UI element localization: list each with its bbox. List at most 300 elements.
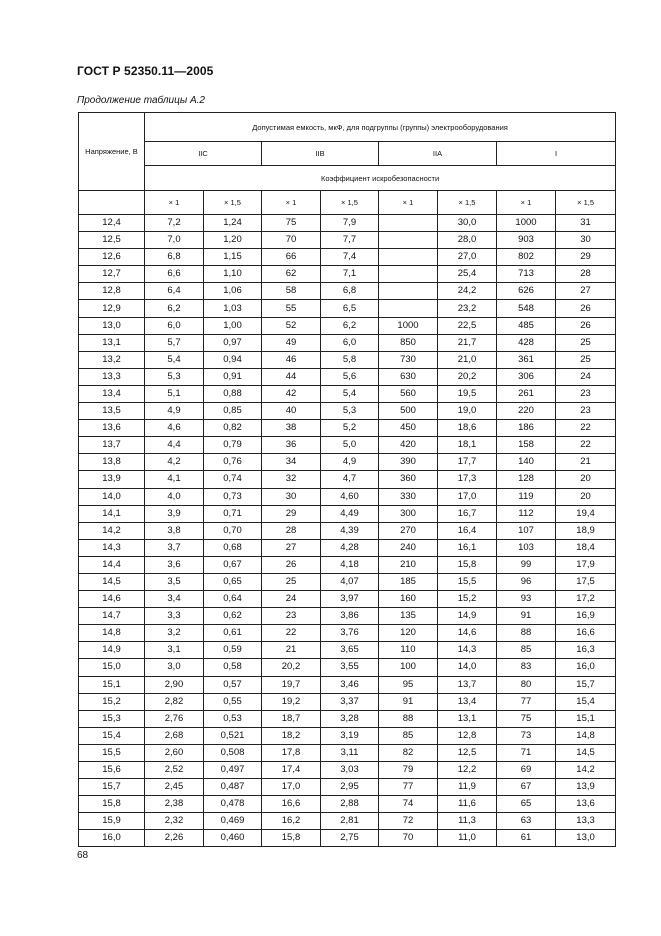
capacitance-cell: 2,38 xyxy=(145,796,204,813)
capacitance-cell: 75 xyxy=(497,710,556,727)
voltage-cell: 14,5 xyxy=(79,573,145,590)
capacitance-cell: 240 xyxy=(379,539,438,556)
voltage-cell: 13,5 xyxy=(79,403,145,420)
capacitance-cell: 16,0 xyxy=(556,659,616,676)
capacitance-cell: 4,9 xyxy=(321,454,379,471)
capacitance-cell: 58 xyxy=(262,283,321,300)
capacitance-cell: 2,68 xyxy=(145,727,204,744)
capacitance-cell: 3,7 xyxy=(145,539,204,556)
table-row xyxy=(79,249,616,266)
capacitance-cell: 4,07 xyxy=(321,573,379,590)
capacitance-cell: 99 xyxy=(497,556,556,573)
capacitance-cell: 28,0 xyxy=(438,232,497,249)
capacitance-cell: 18,2 xyxy=(262,727,321,744)
capacitance-cell: 15,8 xyxy=(262,830,321,847)
capacitance-cell: 13,0 xyxy=(556,830,616,847)
table-row xyxy=(79,762,616,779)
capacitance-cell: 16,9 xyxy=(556,608,616,625)
capacitance-cell: 4,7 xyxy=(321,471,379,488)
table-row xyxy=(79,368,616,385)
table-row xyxy=(79,454,616,471)
voltage-cell: 13,6 xyxy=(79,420,145,437)
capacitance-cell: 5,1 xyxy=(145,385,204,402)
capacitance-cell: 0,521 xyxy=(204,727,262,744)
capacitance-cell: 93 xyxy=(497,591,556,608)
group-header-iic: IIC xyxy=(145,142,262,166)
capacitance-cell: 17,9 xyxy=(556,556,616,573)
capacitance-cell: 27 xyxy=(556,283,616,300)
voltage-cell: 14,2 xyxy=(79,522,145,539)
voltage-cell: 14,7 xyxy=(79,608,145,625)
voltage-cell: 12,5 xyxy=(79,232,145,249)
table-row xyxy=(79,334,616,351)
group-header-iia: IIA xyxy=(379,142,497,166)
capacitance-cell: 160 xyxy=(379,591,438,608)
capacitance-cell: 15,8 xyxy=(438,556,497,573)
capacitance-cell: 3,76 xyxy=(321,625,379,642)
voltage-cell: 13,1 xyxy=(79,334,145,351)
capacitance-cell: 3,6 xyxy=(145,556,204,573)
capacitance-cell: 3,03 xyxy=(321,762,379,779)
capacitance-cell: 82 xyxy=(379,744,438,761)
capacitance-cell: 14,8 xyxy=(556,727,616,744)
capacitance-cell: 23 xyxy=(556,385,616,402)
capacitance-cell: 112 xyxy=(497,505,556,522)
capacitance-cell: 16,6 xyxy=(262,796,321,813)
capacitance-cell: 0,469 xyxy=(204,813,262,830)
capacitance-cell: 32 xyxy=(262,471,321,488)
capacitance-cell: 3,19 xyxy=(321,727,379,744)
voltage-spacer-cell xyxy=(79,191,145,215)
capacitance-cell: 21,0 xyxy=(438,351,497,368)
capacitance-cell: 1,24 xyxy=(204,215,262,232)
table-row xyxy=(79,676,616,693)
table-row xyxy=(79,573,616,590)
table-row xyxy=(79,591,616,608)
capacitance-cell: 17,3 xyxy=(438,471,497,488)
capacitance-cell: 4,6 xyxy=(145,420,204,437)
table-row xyxy=(79,471,616,488)
capacitance-cell: 0,53 xyxy=(204,710,262,727)
capacitance-cell: 0,94 xyxy=(204,351,262,368)
capacitance-table xyxy=(78,112,616,847)
capacitance-cell: 88 xyxy=(497,625,556,642)
capacitance-cell: 560 xyxy=(379,385,438,402)
capacitance-cell: 18,1 xyxy=(438,437,497,454)
table-caption: Продолжение таблицы А.2 xyxy=(77,95,205,106)
capacitance-cell: 306 xyxy=(497,368,556,385)
capacitance-cell: 2,81 xyxy=(321,813,379,830)
voltage-cell: 14,1 xyxy=(79,505,145,522)
capacitance-cell: 11,3 xyxy=(438,813,497,830)
capacitance-cell: 5,4 xyxy=(321,385,379,402)
capacitance-cell: 27,0 xyxy=(438,249,497,266)
voltage-cell: 14,9 xyxy=(79,642,145,659)
table-row xyxy=(79,779,616,796)
voltage-column-header: Напряжение, В xyxy=(79,113,145,191)
capacitance-cell: 85 xyxy=(379,727,438,744)
capacitance-cell: 6,6 xyxy=(145,266,204,283)
capacitance-cell: 15,1 xyxy=(556,710,616,727)
capacitance-cell: 62 xyxy=(262,266,321,283)
capacitance-cell: 11,9 xyxy=(438,779,497,796)
factor-header: × 1,5 xyxy=(556,191,616,215)
table-row xyxy=(79,351,616,368)
capacitance-cell: 3,11 xyxy=(321,744,379,761)
capacitance-cell: 3,86 xyxy=(321,608,379,625)
capacitance-cell: 1,20 xyxy=(204,232,262,249)
voltage-cell: 13,4 xyxy=(79,385,145,402)
capacitance-cell: 3,55 xyxy=(321,659,379,676)
capacitance-cell: 0,76 xyxy=(204,454,262,471)
capacitance-cell: 42 xyxy=(262,385,321,402)
capacitance-cell: 428 xyxy=(497,334,556,351)
capacitance-cell: 0,97 xyxy=(204,334,262,351)
capacitance-cell: 0,57 xyxy=(204,676,262,693)
capacitance-cell: 4,60 xyxy=(321,488,379,505)
capacitance-cell: 330 xyxy=(379,488,438,505)
capacitance-cell: 72 xyxy=(379,813,438,830)
capacitance-cell xyxy=(379,215,438,232)
capacitance-cell: 4,18 xyxy=(321,556,379,573)
table-row xyxy=(79,437,616,454)
capacitance-cell: 185 xyxy=(379,573,438,590)
capacitance-cell: 15,2 xyxy=(438,591,497,608)
capacitance-cell: 1,15 xyxy=(204,249,262,266)
voltage-cell: 12,9 xyxy=(79,300,145,317)
capacitance-cell: 100 xyxy=(379,659,438,676)
capacitance-cell: 17,4 xyxy=(262,762,321,779)
capacitance-cell: 4,4 xyxy=(145,437,204,454)
capacitance-cell: 40 xyxy=(262,403,321,420)
capacitance-cell: 21,7 xyxy=(438,334,497,351)
capacitance-cell: 29 xyxy=(556,249,616,266)
capacitance-cell: 1,10 xyxy=(204,266,262,283)
capacitance-cell: 3,28 xyxy=(321,710,379,727)
capacitance-cell: 20,2 xyxy=(438,368,497,385)
capacitance-cell: 2,45 xyxy=(145,779,204,796)
capacitance-cell: 20,2 xyxy=(262,659,321,676)
table-row xyxy=(79,488,616,505)
capacitance-cell: 5,4 xyxy=(145,351,204,368)
factor-header: × 1 xyxy=(497,191,556,215)
voltage-cell: 13,7 xyxy=(79,437,145,454)
capacitance-cell: 21 xyxy=(262,642,321,659)
voltage-cell: 13,3 xyxy=(79,368,145,385)
capacitance-cell: 65 xyxy=(497,796,556,813)
capacitance-cell: 4,28 xyxy=(321,539,379,556)
table-row xyxy=(79,232,616,249)
capacitance-cell: 7,0 xyxy=(145,232,204,249)
capacitance-cell: 49 xyxy=(262,334,321,351)
capacitance-cell: 0,59 xyxy=(204,642,262,659)
capacitance-cell: 55 xyxy=(262,300,321,317)
capacitance-cell: 12,2 xyxy=(438,762,497,779)
voltage-cell: 15,7 xyxy=(79,779,145,796)
capacitance-cell: 5,0 xyxy=(321,437,379,454)
capacitance-cell: 25 xyxy=(556,334,616,351)
capacitance-cell: 17,7 xyxy=(438,454,497,471)
capacitance-cell: 3,2 xyxy=(145,625,204,642)
capacitance-cell: 16,3 xyxy=(556,642,616,659)
capacitance-cell: 5,8 xyxy=(321,351,379,368)
capacitance-cell: 2,82 xyxy=(145,693,204,710)
document-title: ГОСТ Р 52350.11—2005 xyxy=(77,64,214,78)
capacitance-cell: 0,91 xyxy=(204,368,262,385)
table-row xyxy=(79,642,616,659)
capacitance-cell: 77 xyxy=(379,779,438,796)
capacitance-cell: 28 xyxy=(556,266,616,283)
table-row xyxy=(79,420,616,437)
capacitance-cell: 5,2 xyxy=(321,420,379,437)
capacitance-cell: 23 xyxy=(262,608,321,625)
capacitance-cell: 2,88 xyxy=(321,796,379,813)
capacitance-cell: 7,7 xyxy=(321,232,379,249)
capacitance-cell: 16,4 xyxy=(438,522,497,539)
capacitance-cell: 19,5 xyxy=(438,385,497,402)
capacitance-cell: 0,61 xyxy=(204,625,262,642)
capacitance-cell: 66 xyxy=(262,249,321,266)
capacitance-cell: 20 xyxy=(556,471,616,488)
capacitance-cell: 19,2 xyxy=(262,693,321,710)
capacitance-cell: 13,7 xyxy=(438,676,497,693)
capacitance-cell: 5,7 xyxy=(145,334,204,351)
capacitance-cell: 13,6 xyxy=(556,796,616,813)
capacitance-cell: 2,76 xyxy=(145,710,204,727)
table-row xyxy=(79,796,616,813)
capacitance-cell: 17,5 xyxy=(556,573,616,590)
voltage-cell: 14,0 xyxy=(79,488,145,505)
voltage-cell: 15,9 xyxy=(79,813,145,830)
voltage-cell: 12,6 xyxy=(79,249,145,266)
voltage-cell: 13,8 xyxy=(79,454,145,471)
capacitance-cell: 17,0 xyxy=(262,779,321,796)
capacitance-cell: 73 xyxy=(497,727,556,744)
table-row xyxy=(79,710,616,727)
capacitance-cell: 12,5 xyxy=(438,744,497,761)
capacitance-cell: 14,9 xyxy=(438,608,497,625)
capacitance-cell: 1000 xyxy=(379,317,438,334)
voltage-cell: 13,0 xyxy=(79,317,145,334)
factor-header: × 1,5 xyxy=(438,191,497,215)
capacitance-cell: 63 xyxy=(497,813,556,830)
table-row xyxy=(79,693,616,710)
capacitance-cell: 95 xyxy=(379,676,438,693)
capacitance-cell: 12,8 xyxy=(438,727,497,744)
capacitance-cell: 11,6 xyxy=(438,796,497,813)
capacitance-cell: 23 xyxy=(556,403,616,420)
capacitance-cell: 270 xyxy=(379,522,438,539)
capacitance-cell: 18,7 xyxy=(262,710,321,727)
table-row xyxy=(79,608,616,625)
capacitance-cell: 220 xyxy=(497,403,556,420)
capacitance-cell: 26 xyxy=(262,556,321,573)
capacitance-cell: 0,79 xyxy=(204,437,262,454)
capacitance-cell: 6,8 xyxy=(145,249,204,266)
capacitance-cell: 3,9 xyxy=(145,505,204,522)
capacitance-cell: 24,2 xyxy=(438,283,497,300)
capacitance-cell: 67 xyxy=(497,779,556,796)
voltage-cell: 15,8 xyxy=(79,796,145,813)
capacitance-cell: 16,6 xyxy=(556,625,616,642)
factor-header: × 1,5 xyxy=(321,191,379,215)
capacitance-cell: 0,62 xyxy=(204,608,262,625)
capacitance-cell: 80 xyxy=(497,676,556,693)
capacitance-cell: 20 xyxy=(556,488,616,505)
capacitance-cell: 28 xyxy=(262,522,321,539)
capacitance-cell: 17,8 xyxy=(262,744,321,761)
capacitance-cell: 903 xyxy=(497,232,556,249)
capacitance-cell: 75 xyxy=(262,215,321,232)
capacitance-cell: 22,5 xyxy=(438,317,497,334)
capacitance-cell: 19,0 xyxy=(438,403,497,420)
voltage-cell: 15,6 xyxy=(79,762,145,779)
capacitance-cell: 13,9 xyxy=(556,779,616,796)
capacitance-cell: 0,55 xyxy=(204,693,262,710)
capacitance-cell: 29 xyxy=(262,505,321,522)
capacitance-cell: 0,64 xyxy=(204,591,262,608)
capacitance-cell: 3,37 xyxy=(321,693,379,710)
capacitance-cell: 18,4 xyxy=(556,539,616,556)
capacitance-cell: 3,8 xyxy=(145,522,204,539)
table-row xyxy=(79,539,616,556)
capacitance-cell: 38 xyxy=(262,420,321,437)
capacitance-cell: 0,508 xyxy=(204,744,262,761)
voltage-cell: 14,4 xyxy=(79,556,145,573)
capacitance-cell: 16,2 xyxy=(262,813,321,830)
capacitance-cell: 5,3 xyxy=(145,368,204,385)
capacitance-cell: 77 xyxy=(497,693,556,710)
capacitance-cell: 46 xyxy=(262,351,321,368)
voltage-cell: 14,3 xyxy=(79,539,145,556)
table-row xyxy=(79,215,616,232)
capacitance-cell: 6,5 xyxy=(321,300,379,317)
factor-header: × 1 xyxy=(379,191,438,215)
capacitance-cell: 4,1 xyxy=(145,471,204,488)
table-row xyxy=(79,813,616,830)
capacitance-cell: 17,2 xyxy=(556,591,616,608)
capacitance-cell: 22 xyxy=(556,437,616,454)
capacitance-cell: 11,0 xyxy=(438,830,497,847)
capacitance-cell: 26 xyxy=(556,317,616,334)
capacitance-cell: 0,65 xyxy=(204,573,262,590)
capacitance-cell: 74 xyxy=(379,796,438,813)
capacitance-cell: 30 xyxy=(262,488,321,505)
capacitance-cell: 5,6 xyxy=(321,368,379,385)
capacitance-cell: 18,9 xyxy=(556,522,616,539)
capacitance-cell: 5,3 xyxy=(321,403,379,420)
capacitance-cell: 3,97 xyxy=(321,591,379,608)
capacitance-cell: 70 xyxy=(262,232,321,249)
capacitance-cell: 713 xyxy=(497,266,556,283)
capacitance-cell: 0,497 xyxy=(204,762,262,779)
capacitance-cell: 23,2 xyxy=(438,300,497,317)
capacitance-cell: 61 xyxy=(497,830,556,847)
table-row xyxy=(79,744,616,761)
table-row xyxy=(79,505,616,522)
capacitance-cell: 0,68 xyxy=(204,539,262,556)
capacitance-cell: 14,3 xyxy=(438,642,497,659)
capacitance-cell: 0,58 xyxy=(204,659,262,676)
table-row xyxy=(79,283,616,300)
table-row xyxy=(79,556,616,573)
capacitance-cell: 420 xyxy=(379,437,438,454)
voltage-cell: 15,4 xyxy=(79,727,145,744)
capacitance-cell: 0,74 xyxy=(204,471,262,488)
capacitance-cell: 0,460 xyxy=(204,830,262,847)
capacitance-cell: 25 xyxy=(262,573,321,590)
capacitance-cell: 2,32 xyxy=(145,813,204,830)
voltage-cell: 14,8 xyxy=(79,625,145,642)
capacitance-cell: 2,26 xyxy=(145,830,204,847)
capacitance-cell: 3,65 xyxy=(321,642,379,659)
voltage-cell: 16,0 xyxy=(79,830,145,847)
voltage-cell: 14,6 xyxy=(79,591,145,608)
table-row xyxy=(79,317,616,334)
capacitance-cell: 15,5 xyxy=(438,573,497,590)
capacitance-cell: 6,2 xyxy=(321,317,379,334)
capacitance-cell xyxy=(379,300,438,317)
voltage-cell: 15,1 xyxy=(79,676,145,693)
voltage-cell: 13,9 xyxy=(79,471,145,488)
capacitance-cell: 14,5 xyxy=(556,744,616,761)
capacitance-cell: 27 xyxy=(262,539,321,556)
capacitance-cell: 0,71 xyxy=(204,505,262,522)
capacitance-cell: 7,1 xyxy=(321,266,379,283)
table-row xyxy=(79,625,616,642)
capacitance-cell: 0,487 xyxy=(204,779,262,796)
capacitance-cell: 500 xyxy=(379,403,438,420)
capacitance-cell: 6,0 xyxy=(145,317,204,334)
table-body xyxy=(79,215,616,847)
capacitance-cell: 119 xyxy=(497,488,556,505)
capacitance-cell: 14,0 xyxy=(438,659,497,676)
capacitance-cell: 91 xyxy=(379,693,438,710)
capacitance-cell: 6,4 xyxy=(145,283,204,300)
table-row xyxy=(79,300,616,317)
capacitance-cell: 15,4 xyxy=(556,693,616,710)
capacitance-cell: 13,3 xyxy=(556,813,616,830)
capacitance-cell: 210 xyxy=(379,556,438,573)
capacitance-cell: 91 xyxy=(497,608,556,625)
factor-header: × 1 xyxy=(145,191,204,215)
capacitance-cell: 6,0 xyxy=(321,334,379,351)
capacitance-cell: 0,478 xyxy=(204,796,262,813)
capacitance-cell: 730 xyxy=(379,351,438,368)
table-row xyxy=(79,727,616,744)
capacitance-cell: 103 xyxy=(497,539,556,556)
capacitance-cell: 16,1 xyxy=(438,539,497,556)
voltage-cell: 15,2 xyxy=(79,693,145,710)
capacitance-cell: 3,3 xyxy=(145,608,204,625)
capacitance-cell: 2,60 xyxy=(145,744,204,761)
capacitance-cell: 4,9 xyxy=(145,403,204,420)
capacitance-cell: 36 xyxy=(262,437,321,454)
capacitance-cell: 107 xyxy=(497,522,556,539)
factor-header: × 1 xyxy=(262,191,321,215)
capacitance-cell: 186 xyxy=(497,420,556,437)
capacitance-cell: 6,2 xyxy=(145,300,204,317)
voltage-cell: 12,7 xyxy=(79,266,145,283)
capacitance-cell: 3,5 xyxy=(145,573,204,590)
capacitance-cell: 2,75 xyxy=(321,830,379,847)
capacitance-cell: 7,2 xyxy=(145,215,204,232)
capacitance-cell: 2,90 xyxy=(145,676,204,693)
capacitance-cell: 485 xyxy=(497,317,556,334)
capacitance-cell: 7,9 xyxy=(321,215,379,232)
capacitance-cell: 14,2 xyxy=(556,762,616,779)
capacitance-cell: 13,1 xyxy=(438,710,497,727)
